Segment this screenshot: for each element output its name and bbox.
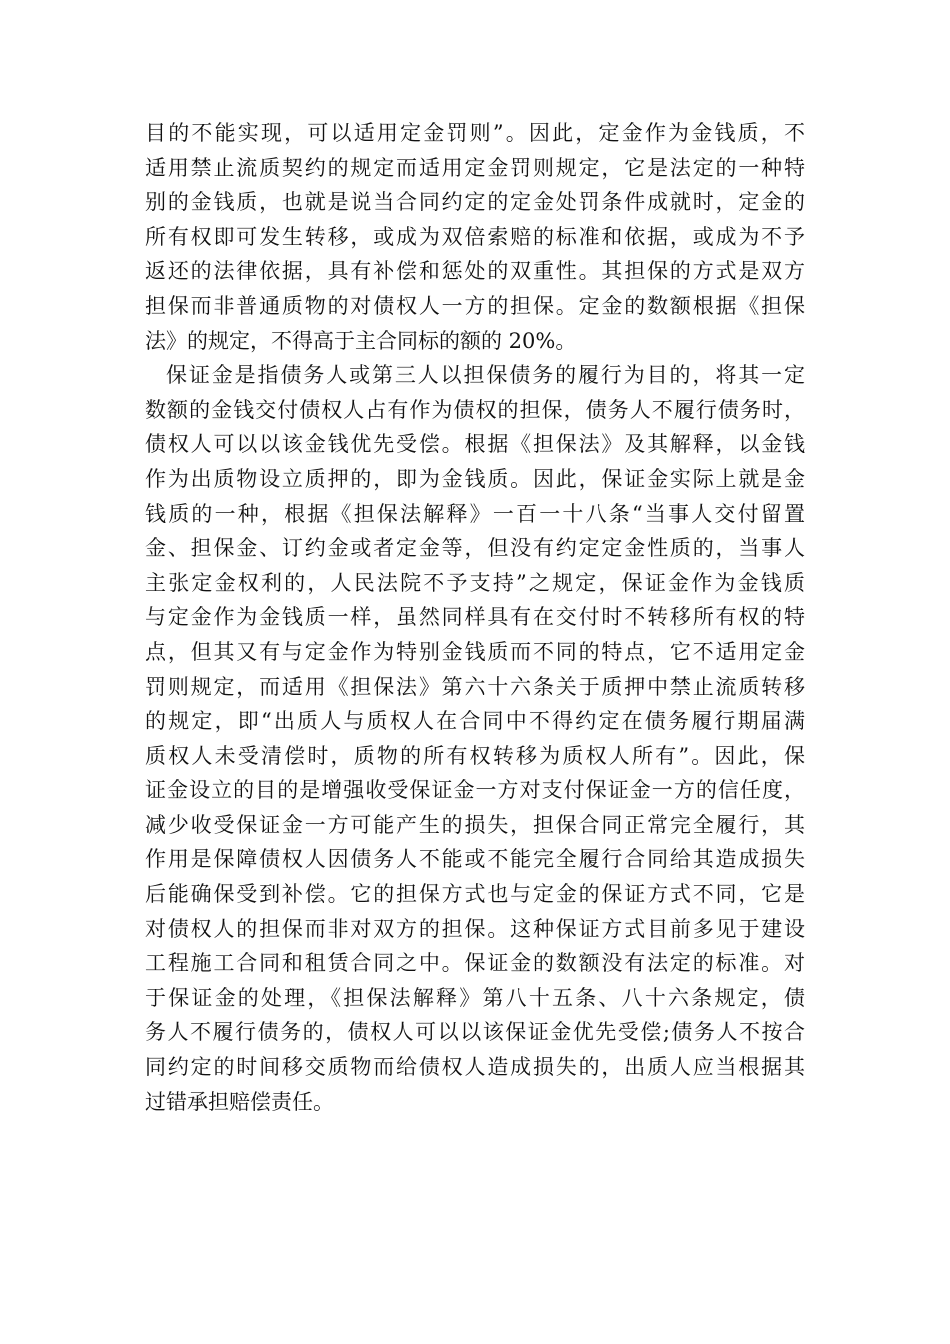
text-line: 数额的金钱交付债权人占有作为债权的担保，债务人不履行债务时， xyxy=(145,397,805,422)
text-line: 务人不履行债务的，债权人可以以该保证金优先受偿;债务人不按合 xyxy=(145,1020,805,1045)
text-line: 过错承担赔偿责任。 xyxy=(145,1089,334,1114)
text-line: 钱质的一种，根据《担保法解释》一百一十八条“当事人交付留置 xyxy=(145,501,805,526)
text-line: 返还的法律依据，具有补偿和惩处的双重性。其担保的方式是双方 xyxy=(145,259,805,284)
text-line: 作为出质物设立质押的，即为金钱质。因此，保证金实际上就是金 xyxy=(145,466,805,491)
text-line: 证金设立的目的是增强收受保证金一方对支付保证金一方的信任度， xyxy=(145,778,805,803)
text-line: 同约定的时间移交质物而给债权人造成损失的，出质人应当根据其 xyxy=(145,1055,805,1080)
text-line: 作用是保障债权人因债务人不能或不能完全履行合同给其造成损失 xyxy=(145,847,805,872)
text-line: 后能确保受到补偿。它的担保方式也与定金的保证方式不同，它是 xyxy=(145,882,805,907)
text-line: 主张定金权利的，人民法院不予支持”之规定，保证金作为金钱质 xyxy=(145,570,805,595)
text-line: 适用禁止流质契约的规定而适用定金罚则规定，它是法定的一种特 xyxy=(145,155,805,180)
text-line: 担保而非普通质物的对债权人一方的担保。定金的数额根据《担保 xyxy=(145,293,805,318)
paragraph-2 xyxy=(145,358,805,1119)
text-line: 于保证金的处理，《担保法解释》第八十五条、八十六条规定，债 xyxy=(145,985,805,1010)
text-line: 所有权即可发生转移，或成为双倍索赔的标准和依据，或成为不予 xyxy=(145,224,805,249)
text-line: 减少收受保证金一方可能产生的损失，担保合同正常完全履行，其 xyxy=(145,812,805,837)
text-line: 对债权人的担保而非对双方的担保。这种保证方式目前多见于建设 xyxy=(145,916,805,941)
text-line: 法》的规定，不得高于主合同标的额的 20%。 xyxy=(145,328,577,353)
text-line: 金、担保金、订约金或者定金等，但没有约定定金性质的，当事人 xyxy=(145,536,805,561)
text-line: 质权人未受清偿时，质物的所有权转移为质权人所有”。因此，保 xyxy=(145,743,805,768)
document-body xyxy=(145,116,805,1119)
text-line: 罚则规定，而适用《担保法》第六十六条关于质押中禁止流质转移 xyxy=(145,674,805,699)
text-line: 目的不能实现，可以适用定金罚则”。因此，定金作为金钱质，不 xyxy=(145,121,805,145)
text-line: 债权人可以以该金钱优先受偿。根据《担保法》及其解释，以金钱 xyxy=(145,432,805,457)
paragraph-1 xyxy=(145,116,805,358)
text-line: 的规定，即“出质人与质权人在合同中不得约定在债务履行期届满 xyxy=(145,709,805,734)
text-line: 点，但其又有与定金作为特别金钱质而不同的特点，它不适用定金 xyxy=(145,639,805,664)
text-line: 工程施工合同和租赁合同之中。保证金的数额没有法定的标准。对 xyxy=(145,951,805,976)
text-line: 保证金是指债务人或第三人以担保债务的履行为目的，将其一定 xyxy=(166,363,805,388)
text-line: 别的金钱质，也就是说当合同约定的定金处罚条件成就时，定金的 xyxy=(145,190,805,215)
text-line: 与定金作为金钱质一样，虽然同样具有在交付时不转移所有权的特 xyxy=(145,605,805,630)
